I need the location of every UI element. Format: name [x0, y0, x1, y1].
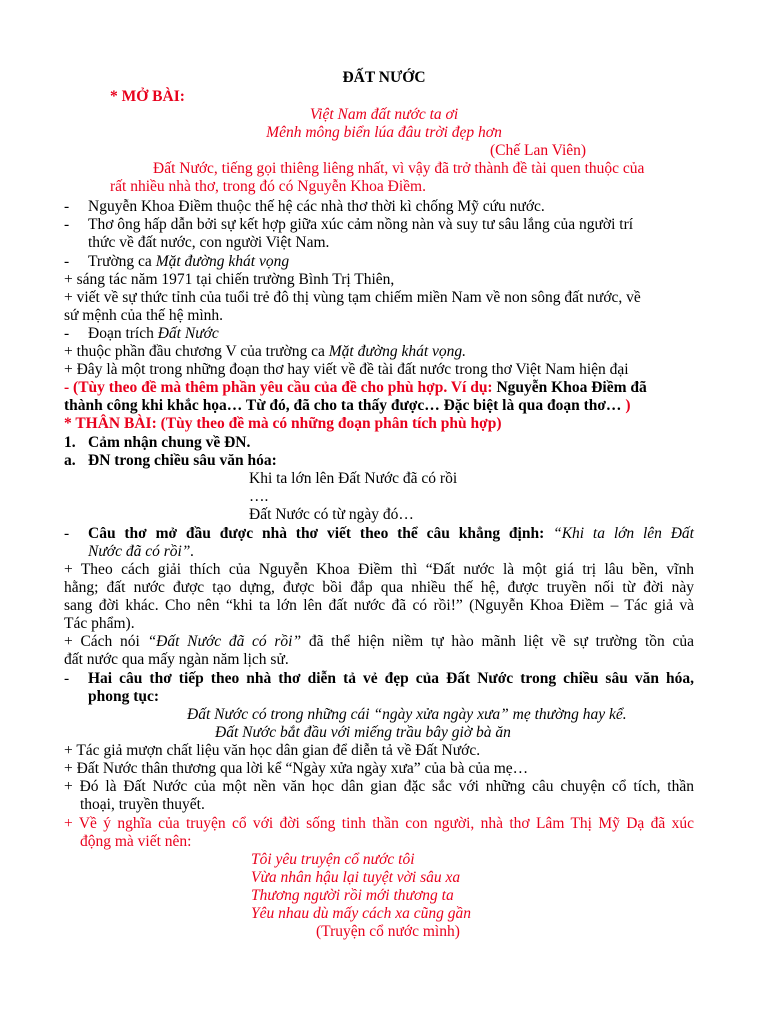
- quote-line-1: Việt Nam đất nước ta ơi: [309, 106, 459, 123]
- work-detail-2b: sứ mệnh của thế hệ mình.: [64, 307, 224, 324]
- poem-1-line: ….: [249, 488, 269, 505]
- note-line-2: [64, 397, 630, 415]
- than-bai-heading: * THÂN BÀI: (Tùy theo đề mà có những đoạn phân tích phù hợp): [64, 415, 502, 432]
- analysis-line-1b: Nước đã có rồi”.: [88, 543, 195, 560]
- note-1-black: Nguyễn Khoa Điềm đã: [496, 379, 647, 396]
- bullet-dash: -: [64, 198, 70, 215]
- bullet-dash: -: [64, 525, 70, 542]
- analysis-3-rest: đã thể hiện niềm tự hào mãnh liệt về sự trường tồn của: [301, 633, 694, 650]
- bullet-dash: -: [64, 216, 70, 233]
- excerpt-line: [88, 325, 219, 343]
- work-prefix: Trường ca: [88, 253, 156, 270]
- poem-3-source: (Truyện cổ nước mình): [316, 923, 460, 940]
- excerpt-1-prefix: + thuộc phần đầu chương V của trường ca: [64, 343, 329, 360]
- analysis-1-bold: Câu thơ mở đầu được nhà thơ viết theo thể câu khẳng định:: [88, 525, 554, 542]
- analysis-line-1a: [88, 525, 694, 543]
- analysis-line-4a: Hai câu thơ tiếp theo nhà thơ diễn tả vẻ đẹp của Đất Nước trong chiều sâu văn hóa,: [88, 670, 694, 687]
- quote-author: (Chế Lan Viên): [490, 142, 587, 159]
- analysis-line-8a: + Về ý nghĩa của truyện cổ với đời sống tinh thần con người, nhà thơ Lâm Thị Mỹ Dạ đã xúc: [64, 815, 694, 832]
- note-2-black: thành công khi khắc họa… Từ đó, đã cho ta thấy được… Đặc biệt là qua đoạn thơ…: [64, 397, 626, 414]
- analysis-line-4b: phong tục:: [88, 688, 160, 705]
- note-2-red: ): [625, 397, 631, 414]
- poem-3-line: Thương người rồi mới thương ta: [251, 887, 454, 904]
- page-title: ĐẤT NƯỚC: [342, 69, 426, 86]
- analysis-line-5: + Tác giả mượn chất liệu văn học dân gian để diễn tả về Đất Nước.: [64, 742, 481, 759]
- work-name: Mặt đường khát vọng: [155, 253, 290, 270]
- analysis-line-3a: [64, 633, 694, 651]
- work-line: [88, 253, 289, 271]
- analysis-line-6: + Đất Nước thân thương qua lời kể “Ngày xửa ngày xưa” của bà của mẹ…: [64, 760, 529, 777]
- quote-line-2: Mênh mông biển lúa đâu trời đẹp hơn: [266, 124, 502, 141]
- section-a-label: a.: [64, 452, 76, 469]
- analysis-line-2c: sang đời khác. Cho nên “khi ta lớn lên đất nước đã có rồi!” (Nguyễn Khoa Điềm – Tác giả và: [64, 597, 694, 614]
- analysis-3-quote: “Đất Nước đã có rồi”: [147, 633, 302, 650]
- analysis-line-3b: đất nước qua mấy ngàn năm lịch sử.: [64, 651, 289, 668]
- intro-line-2: rất nhiều nhà thơ, trong đó có Nguyễn Khoa Điềm.: [110, 178, 426, 195]
- analysis-line-8b: động mà viết nên:: [80, 833, 192, 850]
- poem-2-line: Đất Nước có trong những cái “ngày xửa ngày xưa” mẹ thường hay kể.: [187, 706, 627, 723]
- analysis-line-2a: + Theo cách giải thích của Nguyễn Khoa Điềm thì “Đất nước là một giá trị lâu bền, vĩnh: [64, 561, 694, 578]
- excerpt-name: Đất Nước: [157, 325, 219, 342]
- work-detail-2a: + viết về sự thức tỉnh của tuổi trẻ đô thị vùng tạm chiếm miền Nam về non sông đất nước, về: [64, 289, 641, 306]
- analysis-line-2b: hằng; đất nước được tạo dựng, được bồi đắp qua nhiều thế hệ, được truyền nối từ đời này: [64, 579, 694, 596]
- poem-1-line: Khi ta lớn lên Đất Nước đã có rồi: [249, 470, 458, 487]
- excerpt-detail-2: + Đây là một trong những đoạn thơ hay viết về đề tài đất nước trong thơ Việt Nam hiện đại: [64, 361, 629, 378]
- section-1-number: 1.: [64, 434, 76, 451]
- poem-2-line: Đất Nước bắt đầu với miếng trầu bây giờ bà ăn: [215, 724, 511, 741]
- analysis-3-prefix: + Cách nói: [64, 633, 148, 650]
- excerpt-detail-1: [64, 343, 466, 361]
- section-1-title: Cảm nhận chung về ĐN.: [88, 434, 251, 451]
- excerpt-prefix: Đoạn trích: [88, 325, 158, 342]
- bullet-dash: -: [64, 253, 70, 270]
- poem-3-line: Vừa nhân hậu lại tuyệt vời sâu xa: [251, 869, 461, 886]
- note-line-1: [64, 379, 647, 397]
- poem-1-line: Đất Nước có từ ngày đó…: [249, 506, 414, 523]
- poem-3-line: Yêu nhau dù mấy cách xa cũng gần: [251, 905, 471, 922]
- analysis-line-7a: + Đó là Đất Nước của một nền văn học dân gian đặc sắc với những câu chuyện cổ tích, thần: [64, 778, 694, 795]
- bullet-dash: -: [64, 325, 70, 342]
- work-detail-1: + sáng tác năm 1971 tại chiến trường Bình Trị Thiên,: [64, 271, 395, 288]
- intro-line-1: Đất Nước, tiếng gọi thiêng liêng nhất, vì vậy đã trở thành đề tài quen thuộc của: [153, 160, 645, 177]
- author-line-2a: Thơ ông hấp dẫn bởi sự kết hợp giữa xúc cảm nồng nàn và suy tư sâu lắng của người trí: [88, 216, 634, 233]
- analysis-line-7b: thoại, truyền thuyết.: [80, 796, 205, 813]
- analysis-1-quote: “Khi ta lớn lên Đất: [553, 525, 694, 542]
- author-line-1: Nguyễn Khoa Điềm thuộc thế hệ các nhà thơ thời kì chống Mỹ cứu nước.: [88, 198, 545, 215]
- author-line-2b: thức về đất nước, con người Việt Nam.: [88, 234, 330, 251]
- mo-bai-heading: * MỞ BÀI:: [110, 88, 185, 105]
- note-1-red: - (Tùy theo đề mà thêm phần yêu cầu của đề cho phù hợp. Ví dụ:: [64, 379, 497, 396]
- excerpt-1-name: Mặt đường khát vọng.: [328, 343, 467, 360]
- analysis-line-2d: Tác phẩm).: [64, 615, 135, 632]
- poem-3-line: Tôi yêu truyện cổ nước tôi: [251, 851, 415, 868]
- section-a-title: ĐN trong chiều sâu văn hóa:: [88, 452, 277, 469]
- bullet-dash: -: [64, 670, 70, 687]
